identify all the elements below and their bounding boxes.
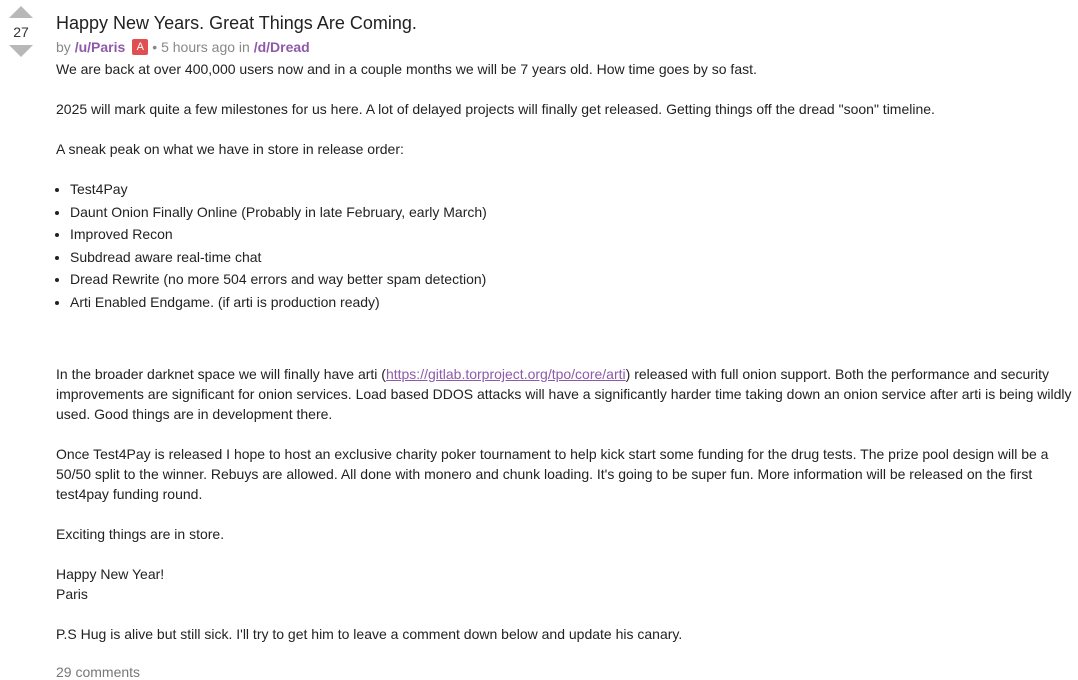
comments-link[interactable]: 29 comments [56,664,141,680]
signature: Paris [56,586,88,602]
post-time: • 5 hours ago in [152,39,250,55]
post-body [56,59,1074,644]
vote-controls [8,6,34,57]
post-title[interactable]: Happy New Years. Great Things Are Coming. [56,13,417,33]
paragraph-text: In the broader darknet space we will finally have arti ( [56,366,386,382]
post-meta [56,38,1074,56]
release-list [56,178,1074,313]
list-item: • Test4Pay [70,178,1074,201]
vote-score: 27 [13,24,29,40]
paragraph: P.S Hug is alive but still sick. I'll try to get him to leave a comment down below and update his canary. [56,626,683,642]
list-item: • Subdread aware real-time chat [70,246,1074,269]
upvote-arrow-icon[interactable] [9,6,33,18]
arti-link[interactable]: https://gitlab.torproject.org/tpo/core/arti [385,366,626,382]
paragraph-text: Happy New Year! [56,566,165,582]
post [56,12,1074,680]
by-label: by [56,39,71,55]
paragraph [56,364,1074,424]
list-item: • Arti Enabled Endgame. (if arti is production ready) [70,291,1074,314]
paragraph [56,564,1074,604]
author-link[interactable]: /u/Paris [74,39,126,55]
paragraph: Once Test4Pay is released I hope to host an exclusive charity poker tournament to help kick start some funding for the drug tests. The prize pool design will be a 50/50 split to the winner. Rebuys are allowed. All done with monero and chunk loading. It's going to be super fun. More information will be released on the first test4pay funding round. [56,446,1049,502]
subdread-link[interactable]: /d/Dread [253,39,310,55]
list-item: • Daunt Onion Finally Online (Probably in late February, early March) [70,201,1074,224]
paragraph-text: ) released with full onion support. Both the performance and security improvements are significant for onion services. Load based DDOS attacks will have a significantly harder time taking down an onion service after arti is being wildly used. Good things are in development there. [56,366,1072,422]
downvote-arrow-icon[interactable] [9,45,33,57]
paragraph: We are back at over 400,000 users now and in a couple months we will be 7 years old. How time goes by so fast. [56,61,757,77]
paragraph: Exciting things are in store. [56,526,225,542]
paragraph: 2025 will mark quite a few milestones for us here. A lot of delayed projects will finally get released. Getting things off the dread "soon" timeline. [56,101,935,117]
admin-badge: A [132,39,148,55]
list-item: • Improved Recon [70,223,1074,246]
paragraph: A sneak peak on what we have in store in release order: [56,141,404,157]
list-item: • Dread Rewrite (no more 504 errors and way better spam detection) [70,268,1074,291]
